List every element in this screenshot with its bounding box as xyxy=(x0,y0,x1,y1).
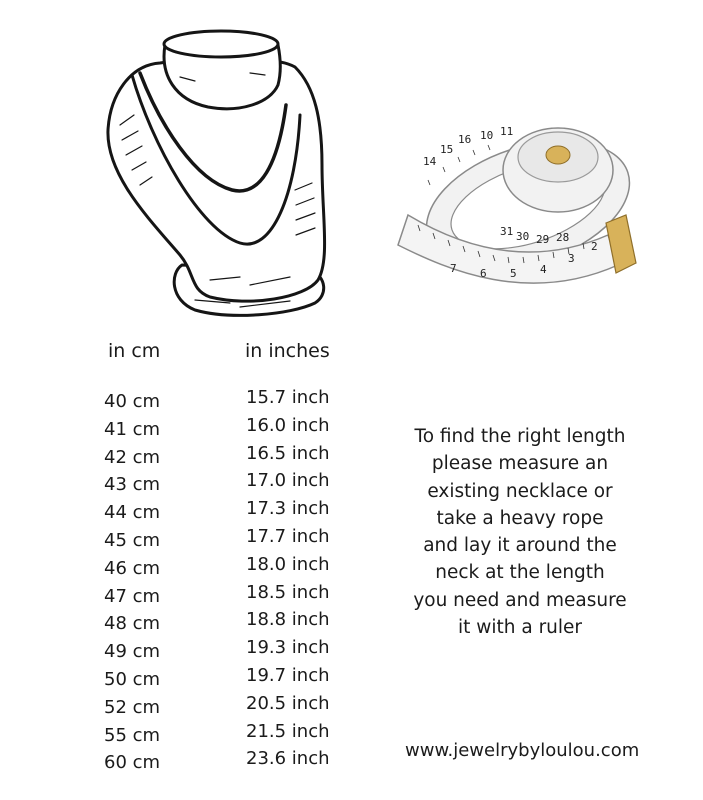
inch-value: 21.5 inch xyxy=(246,720,330,742)
cm-column xyxy=(104,388,160,777)
header-cm: in cm xyxy=(108,340,161,362)
inch-value: 18.8 inch xyxy=(246,609,330,631)
tape-number: 28 xyxy=(556,231,570,244)
inch-value: 23.6 inch xyxy=(246,748,330,770)
cm-value: 52 cm xyxy=(104,696,161,718)
cm-value: 49 cm xyxy=(104,641,161,663)
tape-number: 2 xyxy=(591,240,598,253)
tape-number: 16 xyxy=(458,133,472,146)
instruction-line: existing necklace or xyxy=(427,480,613,502)
inch-value: 19.3 inch xyxy=(246,637,330,659)
instruction-line: and lay it around the xyxy=(423,535,617,557)
tape-number: 31 xyxy=(500,225,514,238)
cm-value: 50 cm xyxy=(104,668,161,690)
inch-value: 19.7 inch xyxy=(246,664,330,686)
tape-number: 5 xyxy=(510,267,517,280)
inch-value: 16.0 inch xyxy=(246,414,330,436)
tape-number: 3 xyxy=(568,252,575,265)
cm-value: 55 cm xyxy=(104,724,161,746)
inch-value: 18.0 inch xyxy=(246,553,330,575)
inch-value: 15.7 inch xyxy=(246,387,330,408)
cm-value: 44 cm xyxy=(104,502,161,524)
instruction-line: To find the right length xyxy=(414,426,626,447)
tape-number: 15 xyxy=(440,143,454,156)
header-inches: in inches xyxy=(245,340,330,362)
tape-number: 6 xyxy=(480,267,487,280)
cm-value: 43 cm xyxy=(104,474,161,496)
tape-number: 10 xyxy=(480,129,494,142)
cm-value: 42 cm xyxy=(104,446,161,468)
cm-value: 48 cm xyxy=(104,613,161,635)
cm-value: 60 cm xyxy=(104,752,161,774)
inch-value: 16.5 inch xyxy=(246,442,330,464)
tape-number: 11 xyxy=(500,125,514,138)
inch-value: 17.0 inch xyxy=(246,470,330,492)
inch-value: 17.7 inch xyxy=(246,525,330,547)
cm-value: 41 cm xyxy=(104,418,161,440)
tape-number: 7 xyxy=(450,262,457,275)
cm-value: 46 cm xyxy=(104,557,161,579)
cm-value: 47 cm xyxy=(104,585,161,607)
instruction-line: you need and measure xyxy=(413,589,627,611)
inch-value: 18.5 inch xyxy=(246,581,330,603)
tape-number: 4 xyxy=(540,263,547,276)
inch-value: 20.5 inch xyxy=(246,692,330,714)
instructions-text xyxy=(395,423,645,641)
cm-value: 45 cm xyxy=(104,529,161,551)
measuring-tape-icon xyxy=(388,95,648,320)
inch-value: 17.3 inch xyxy=(246,498,330,520)
instruction-line: please measure an xyxy=(431,453,609,475)
instruction-line: it with a ruler xyxy=(457,617,583,639)
necklace-bust-icon xyxy=(100,15,340,325)
instruction-line: take a heavy rope xyxy=(436,507,604,529)
cm-value: 40 cm xyxy=(104,391,161,412)
website-url: www.jewelrybyloulou.com xyxy=(405,740,640,761)
tape-number: 30 xyxy=(516,230,530,243)
tape-number: 29 xyxy=(536,233,550,246)
instruction-line: neck at the length xyxy=(435,562,605,584)
tape-number: 14 xyxy=(423,155,437,168)
inches-column xyxy=(246,384,330,773)
